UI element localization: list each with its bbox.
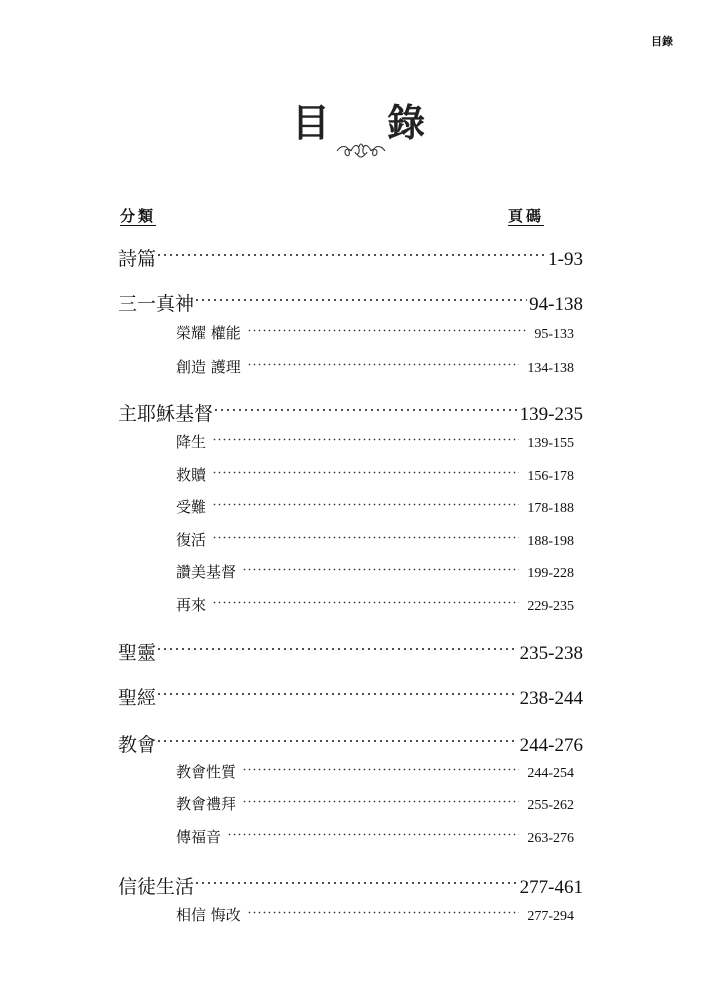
toc-entry-main[interactable] xyxy=(118,730,583,757)
dot-leader xyxy=(247,323,527,338)
toc-entry-pages: 94-138 xyxy=(529,294,583,315)
dot-leader xyxy=(212,530,519,545)
toc-entry-main[interactable] xyxy=(118,683,583,710)
toc-entry-label: 榮耀 權能 xyxy=(176,324,241,342)
dot-leader xyxy=(212,432,519,447)
toc-entry-pages: 244-254 xyxy=(527,766,574,781)
toc-entry-label: 信徒生活 xyxy=(118,876,195,898)
toc-entry-pages: 199-228 xyxy=(527,566,574,581)
toc-entry-label: 傳福音 xyxy=(176,828,222,846)
toc-entry-pages: 244-276 xyxy=(519,735,583,756)
dot-leader xyxy=(247,905,520,920)
toc-entry-label: 教會 xyxy=(118,734,157,756)
dot-leader xyxy=(156,732,518,751)
toc-entry-main[interactable] xyxy=(118,289,583,316)
toc-entry-label: 再來 xyxy=(176,596,207,614)
toc-entry-main[interactable] xyxy=(118,872,583,899)
dot-leader xyxy=(212,497,519,512)
toc-entry-pages: 238-244 xyxy=(519,688,583,709)
toc-entry-main[interactable] xyxy=(118,399,583,426)
toc-entry-sub[interactable] xyxy=(176,356,574,377)
toc-entry-label: 讚美基督 xyxy=(176,563,237,581)
toc-entry-label: 受難 xyxy=(176,498,207,516)
toc-entry-pages: 139-235 xyxy=(519,404,583,425)
page-column-header: 頁碼 xyxy=(508,207,545,225)
toc-entry-main[interactable] xyxy=(118,638,583,665)
toc-entry-label: 聖靈 xyxy=(118,642,157,664)
toc-entry-sub[interactable] xyxy=(176,561,574,582)
dot-leader xyxy=(156,246,546,265)
toc-entry-label: 三一真神 xyxy=(118,293,195,315)
toc-entry-sub[interactable] xyxy=(176,761,574,782)
dot-leader xyxy=(213,401,518,420)
toc-entry-pages: 1-93 xyxy=(548,249,583,270)
toc-entry-label: 主耶穌基督 xyxy=(118,403,214,425)
toc-entry-label: 創造 護理 xyxy=(176,358,241,376)
dot-leader xyxy=(242,794,519,809)
toc-entry-main[interactable] xyxy=(118,244,583,271)
toc-entry-sub[interactable] xyxy=(176,904,574,925)
toc-entry-sub[interactable] xyxy=(176,529,574,550)
toc-entry-pages: 277-294 xyxy=(527,909,574,924)
toc-entry-pages: 178-188 xyxy=(527,501,574,516)
dot-leader xyxy=(242,762,519,777)
dot-leader xyxy=(194,874,518,893)
flourish-ornament-icon xyxy=(335,141,387,161)
toc-entry-pages: 263-276 xyxy=(527,831,574,846)
toc-entry-pages: 235-238 xyxy=(519,643,583,664)
toc-entry-pages: 277-461 xyxy=(519,877,583,898)
toc-entry-sub[interactable] xyxy=(176,431,574,452)
page-title: 目 錄 xyxy=(291,101,448,145)
toc-entry-label: 救贖 xyxy=(176,466,207,484)
toc-entry-sub[interactable] xyxy=(176,322,574,343)
toc-entry-pages: 139-155 xyxy=(527,436,574,451)
dot-leader xyxy=(212,595,519,610)
toc-entry-sub[interactable] xyxy=(176,464,574,485)
running-head: 目錄 xyxy=(651,35,673,48)
dot-leader xyxy=(227,827,519,842)
toc-entry-label: 復活 xyxy=(176,531,207,549)
toc-entry-label: 降生 xyxy=(176,433,207,451)
dot-leader xyxy=(242,562,519,577)
toc-entry-sub[interactable] xyxy=(176,793,574,814)
toc-entry-label: 詩篇 xyxy=(118,248,157,270)
toc-entry-sub[interactable] xyxy=(176,826,574,847)
dot-leader xyxy=(212,465,519,480)
toc-entry-pages: 156-178 xyxy=(527,469,574,484)
toc-entry-pages: 188-198 xyxy=(527,534,574,549)
toc-entry-pages: 134-138 xyxy=(527,361,574,376)
toc-entry-pages: 95-133 xyxy=(534,327,574,342)
toc-entry-label: 教會禮拜 xyxy=(176,795,237,813)
toc-entry-label: 聖經 xyxy=(118,687,157,709)
dot-leader xyxy=(247,357,520,372)
dot-leader xyxy=(194,291,527,310)
toc-entry-pages: 229-235 xyxy=(527,599,574,614)
toc-entry-label: 教會性質 xyxy=(176,763,237,781)
dot-leader xyxy=(156,640,518,659)
category-column-header: 分類 xyxy=(120,207,157,225)
toc-entry-sub[interactable] xyxy=(176,496,574,517)
toc-entry-sub[interactable] xyxy=(176,594,574,615)
toc-entry-label: 相信 悔改 xyxy=(176,906,241,924)
dot-leader xyxy=(156,685,518,704)
toc-entry-pages: 255-262 xyxy=(527,798,574,813)
